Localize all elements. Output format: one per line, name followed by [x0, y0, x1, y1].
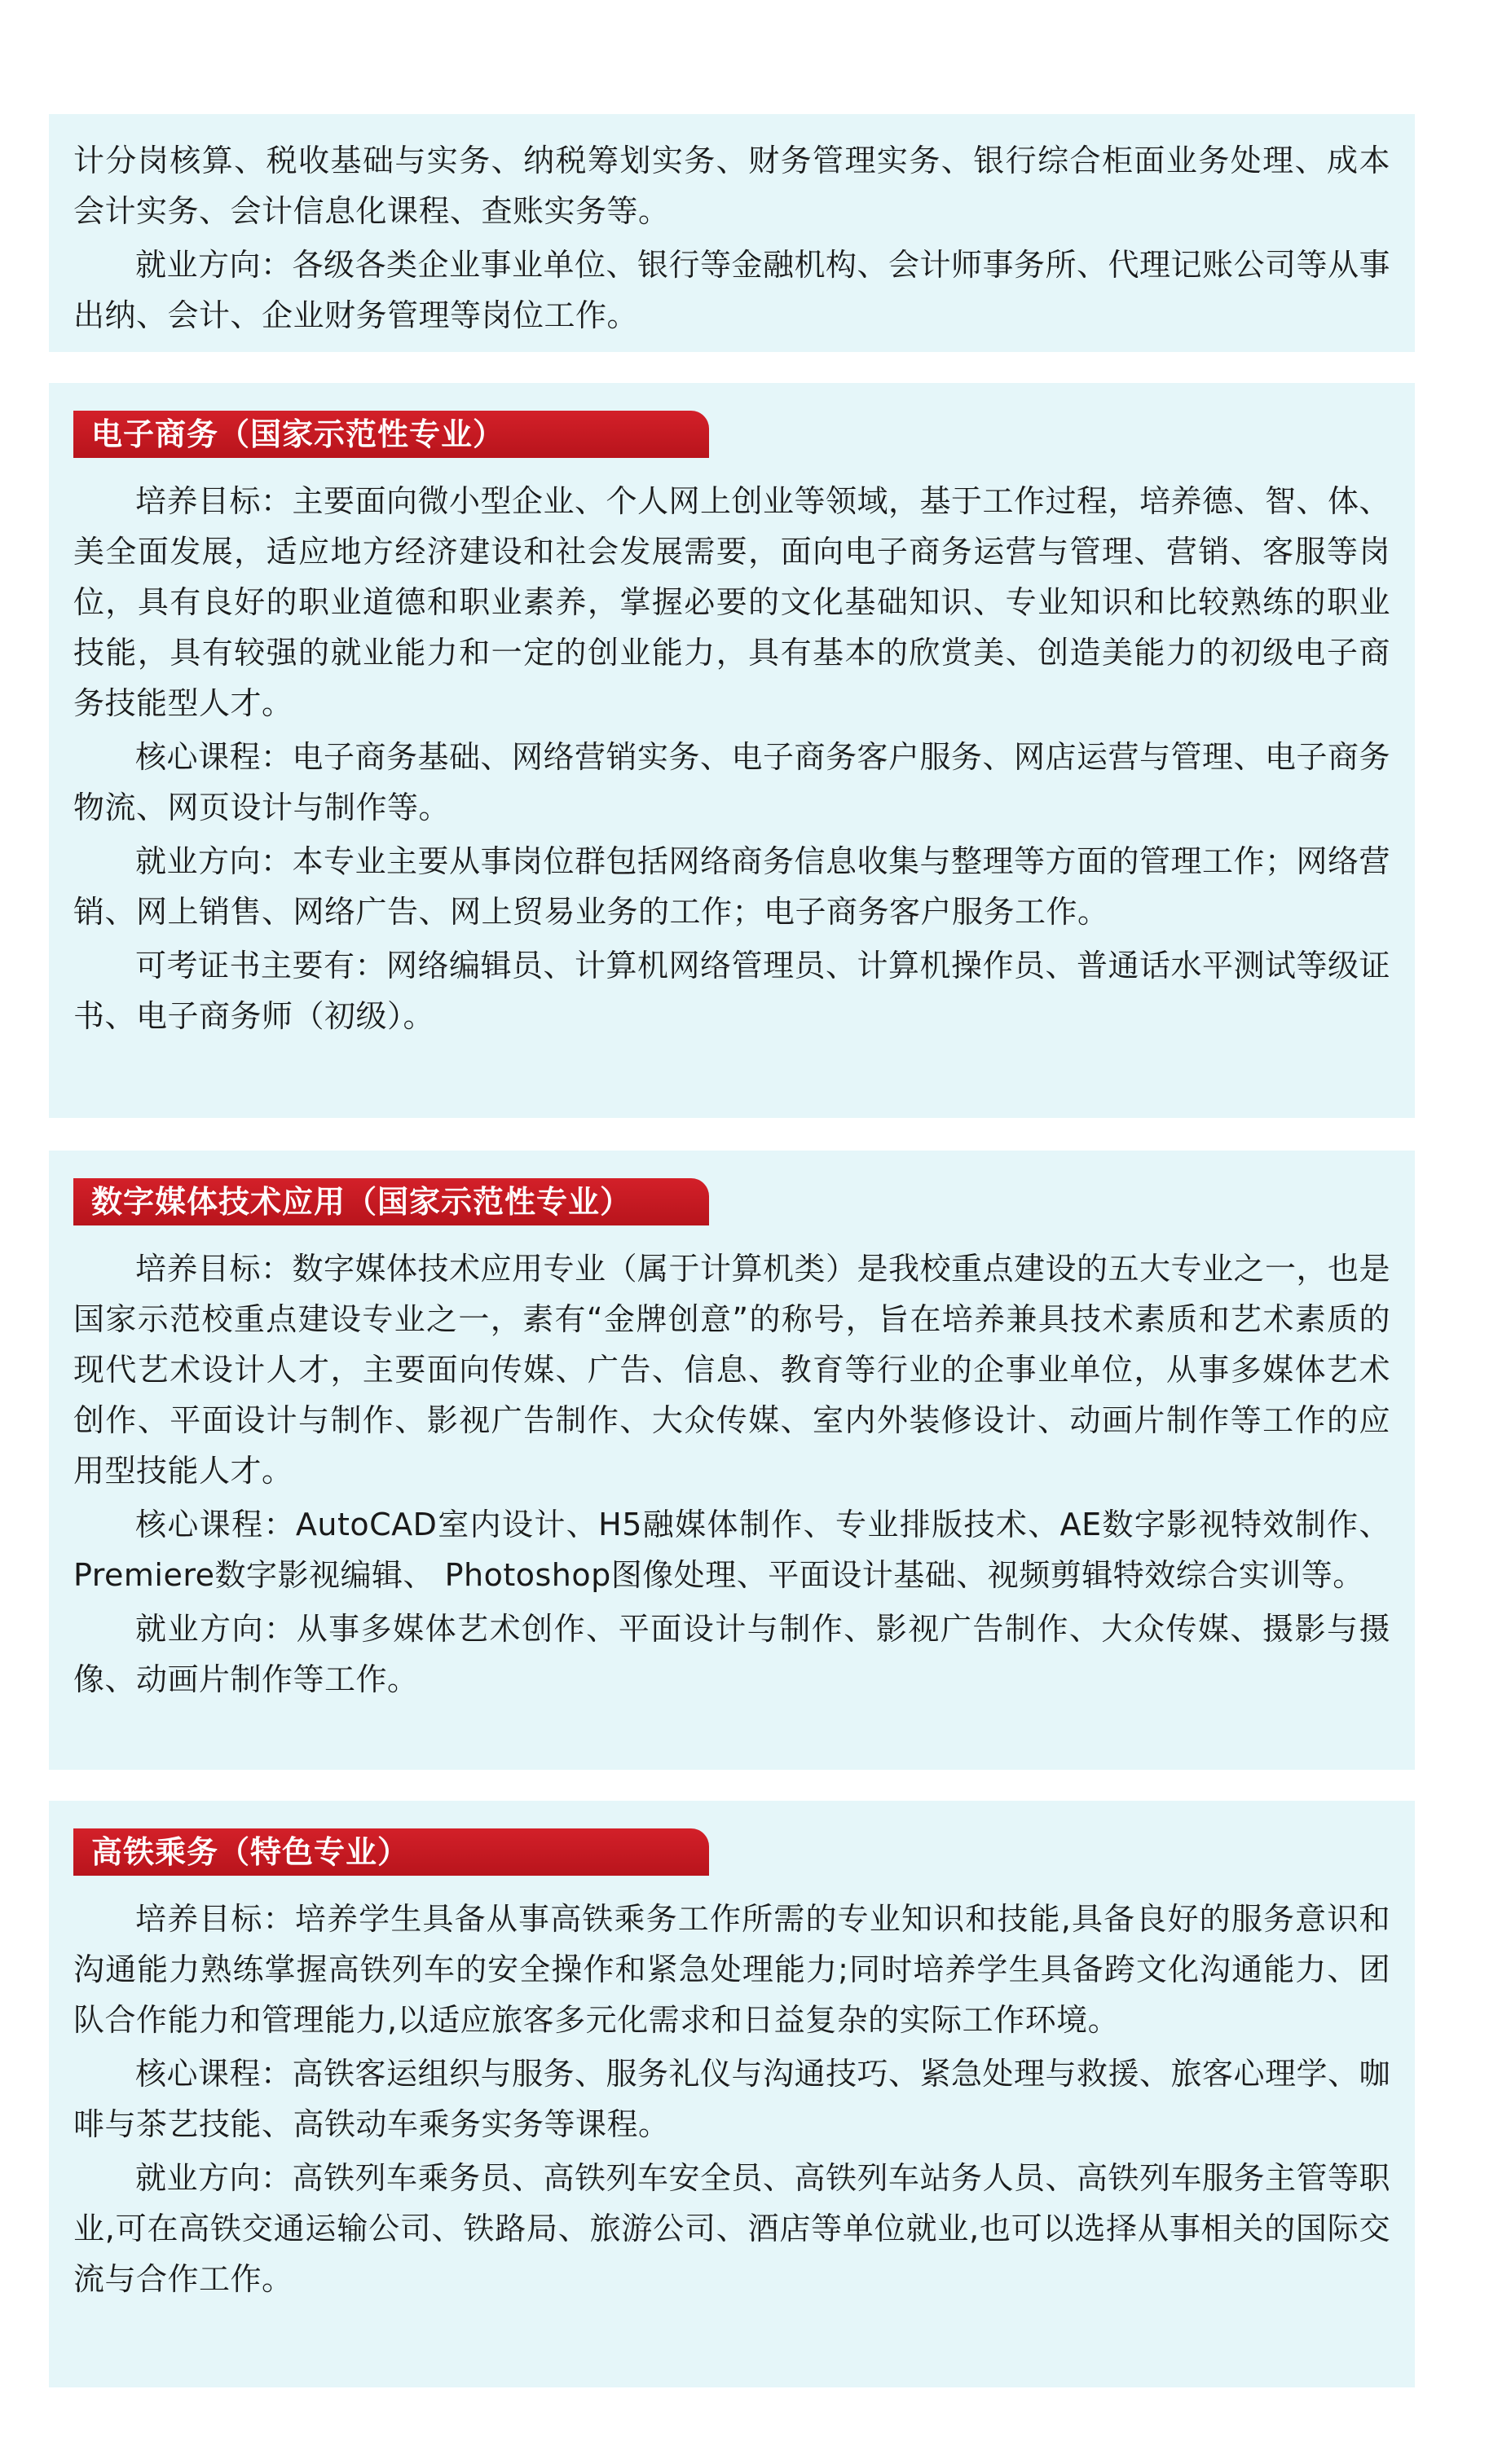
hsr-courses: 核心课程：高铁客运组织与服务、服务礼仪与沟通技巧、紧急处理与救援、旅客心理学、咖啡与茶艺技能、高铁动车乘务实务等课程。: [73, 2056, 1391, 2142]
hsr-goal: 培养目标：培养学生具备从事高铁乘务工作所需的专业知识和技能,具备良好的服务意识和沟通能力熟练掌握高铁列车的安全操作和紧急处理能力;同时培养学生具备跨文化沟通能力、团队合作能力和管理能力,以适应旅客多元化需求和日益复杂的实际工作环境。: [73, 1901, 1390, 2038]
hsr-title-banner: 高铁乘务（特色专业）: [73, 1828, 709, 1876]
digital-media-employment: 就业方向：从事多媒体艺术创作、平面设计与制作、影视广告制作、大众传媒、摄影与摄像、动画片制作等工作。: [73, 1611, 1390, 1697]
hsr-employment: 就业方向：高铁列车乘务员、高铁列车安全员、高铁列车站务人员、高铁列车服务主管等职业,可在高铁交通运输公司、铁路局、旅游公司、酒店等单位就业,也可以选择从事相关的国际交流与合作工作。: [73, 2160, 1391, 2297]
digital-media-courses: 核心课程：AutoCAD室内设计、H5融媒体制作、专业排版技术、AE数字影视特效制作、Premiere数字影视编辑、 Photoshop图像处理、平面设计基础、视频剪辑特效综合实训等。: [73, 1507, 1390, 1593]
hsr-section: [49, 1801, 1415, 2387]
ecommerce-goal: 培养目标：主要面向微小型企业、个人网上创业等领域，基于工作过程，培养德、智、体、美全面发展，适应地方经济建设和社会发展需要，面向电子商务运营与管理、营销、客服等岗位，具有良好的职业道德和职业素养，掌握必要的文化基础知识、专业知识和比较熟练的职业技能，具有较强的就业能力和一定的创业能力，具有基本的欣赏美、创造美能力的初级电子商务技能型人才。: [73, 483, 1391, 721]
ecommerce-section: [49, 383, 1415, 1118]
digital-media-title-banner: 数字媒体技术应用（国家示范性专业）: [73, 1178, 709, 1225]
accounting-courses-continued: 计分岗核算、税收基础与实务、纳税筹划实务、财务管理实务、银行综合柜面业务处理、成本会计实务、会计信息化课程、查账实务等。: [73, 143, 1390, 229]
accounting-section: [49, 114, 1415, 352]
ecommerce-courses: 核心课程：电子商务基础、网络营销实务、电子商务客户服务、网店运营与管理、电子商务物流、网页设计与制作等。: [73, 739, 1391, 825]
ecommerce-employment: 就业方向：本专业主要从事岗位群包括网络商务信息收集与整理等方面的管理工作；网络营销、网上销售、网络广告、网上贸易业务的工作；电子商务客户服务工作。: [73, 843, 1391, 930]
digital-media-section: [49, 1151, 1415, 1770]
ecommerce-certificates: 可考证书主要有：网络编辑员、计算机网络管理员、计算机操作员、普通话水平测试等级证书、电子商务师（初级）。: [73, 948, 1391, 1034]
ecommerce-title-banner: 电子商务（国家示范性专业）: [73, 411, 709, 458]
digital-media-goal: 培养目标：数字媒体技术应用专业（属于计算机类）是我校重点建设的五大专业之一，也是国家示范校重点建设专业之一，素有“金牌创意”的称号，旨在培养兼具技术素质和艺术素质的现代艺术设计人才，主要面向传媒、广告、信息、教育等行业的企事业单位，从事多媒体艺术创作、平面设计与制作、影视广告制作、大众传媒、室内外装修设计、动画片制作等工作的应用型技能人才。: [73, 1251, 1391, 1489]
accounting-employment: 就业方向：各级各类企业事业单位、银行等金融机构、会计师事务所、代理记账公司等从事出纳、会计、企业财务管理等岗位工作。: [73, 247, 1391, 333]
